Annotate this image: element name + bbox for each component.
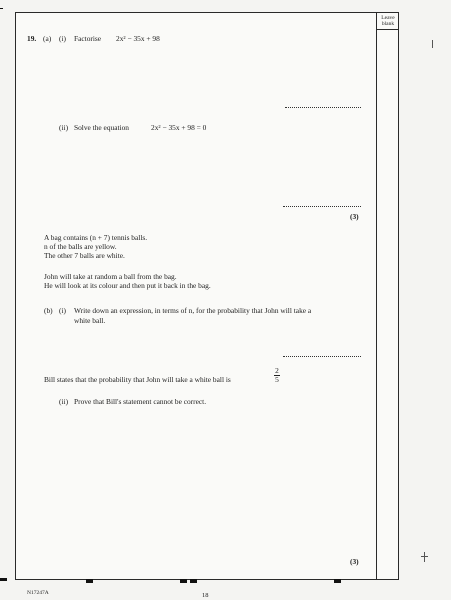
- part-a-i-text: Factorise: [74, 34, 102, 43]
- fraction-denominator: 5: [275, 375, 279, 384]
- part-a-label: (a): [43, 34, 52, 43]
- fraction-numerator: 2: [275, 366, 279, 375]
- part-b-marks: (3): [350, 557, 359, 566]
- footer-code: N17247A: [27, 590, 49, 596]
- page-number: 18: [202, 592, 209, 599]
- registration-mark-top: [0, 8, 3, 9]
- context-line-3: The other 7 balls are white.: [44, 251, 125, 260]
- part-b-i-line-1: Write down an expression, in terms of n, for the probability that John will take a: [74, 306, 312, 315]
- scan-mark: [424, 552, 425, 562]
- scan-mark: [432, 40, 433, 48]
- part-a-ii-text: Solve the equation: [74, 123, 130, 132]
- part-b-label: (b): [44, 306, 53, 315]
- part-b-i-line-2: white ball.: [74, 316, 106, 325]
- part-b-ii-text: Prove that Bill's statement cannot be correct.: [74, 397, 207, 406]
- scan-mark: [421, 556, 428, 557]
- registration-mark: [180, 579, 187, 583]
- question-number: 19.: [27, 34, 37, 43]
- registration-mark: [86, 579, 93, 583]
- answer-line-b-i[interactable]: [283, 356, 361, 357]
- leave-blank-divider: [376, 29, 399, 30]
- leave-blank-label: Leave blank: [381, 15, 395, 27]
- part-a-marks: (3): [350, 212, 359, 221]
- leave-blank-column: [376, 12, 399, 580]
- answer-line-a-i[interactable]: [285, 107, 361, 108]
- bill-statement: Bill states that the probability that John will take a white ball is: [44, 375, 231, 384]
- context-line-5: He will look at its colour and then put it back in the bag.: [44, 281, 211, 290]
- context-line-1: A bag contains (n + 7) tennis balls.: [44, 233, 148, 242]
- answer-line-a-ii[interactable]: [283, 206, 361, 207]
- question-frame: [15, 12, 399, 580]
- part-a-ii-label: (ii): [59, 123, 69, 132]
- probability-fraction: [273, 367, 281, 384]
- part-b-ii-label: (ii): [59, 397, 69, 406]
- part-a-i-label: (i): [59, 34, 66, 43]
- part-a-ii-expression: 2x² − 35x + 98 = 0: [151, 123, 207, 132]
- part-b-i-label: (i): [59, 306, 66, 315]
- registration-mark: [334, 579, 341, 583]
- context-line-4: John will take at random a ball from the bag.: [44, 272, 177, 281]
- part-a-i-expression: 2x² − 35x + 98: [116, 34, 160, 43]
- registration-mark-left: [0, 578, 7, 581]
- registration-mark: [190, 579, 197, 583]
- context-line-2: n of the balls are yellow.: [44, 242, 117, 251]
